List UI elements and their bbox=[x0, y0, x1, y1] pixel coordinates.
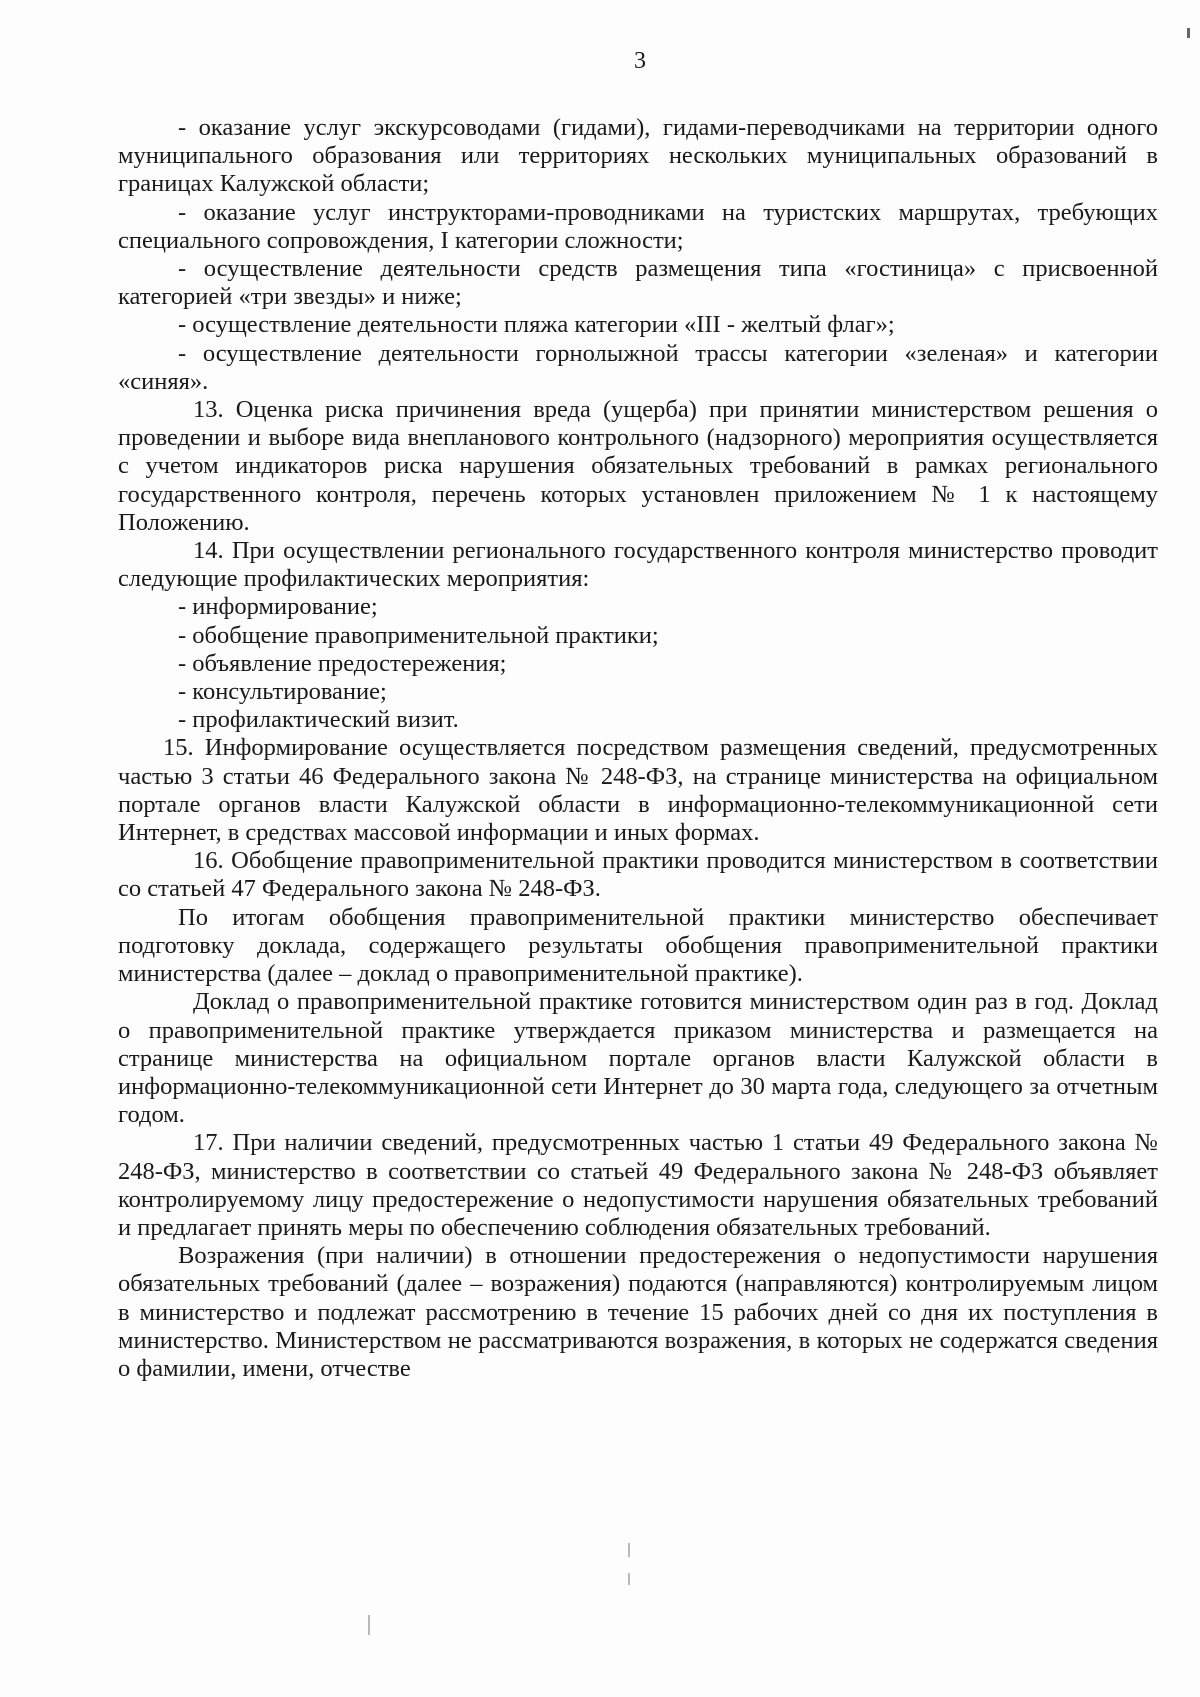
paragraph-clause-14: 14. При осуществлении регионального государственного контроля министерство проводит следующие профилактических мероприятия: bbox=[118, 537, 1158, 593]
paragraph-text: Возражения (при наличии) в отношении предостережения о недопустимости нарушения обязательных требований (далее – возражения) подаются (направляются) контролируемым лицом в министерство и подлежат рассмотрению в течение 15 рабочих дней со дня их поступления в министерство. Министерством не рассматриваются возражения, в которых не содержатся сведения о фамилии, имени, отчестве bbox=[118, 1242, 1158, 1382]
paragraph-list-item: - осуществление деятельности средств размещения типа «гостиница» с присвоенной категорией «три звезды» и ниже; bbox=[118, 255, 1158, 311]
scan-artifact bbox=[628, 1573, 630, 1585]
paragraph-list-item: - объявление предостережения; bbox=[178, 649, 507, 677]
paragraph-list-item: - осуществление деятельности горнолыжной трассы категории «зеленая» и категории «синяя». bbox=[118, 339, 1158, 395]
paragraph-list-item: - обобщение правоприменительной практики; bbox=[178, 621, 659, 649]
paragraph-list-item: - оказание услуг экскурсоводами (гидами), гидами-переводчиками на территории одного муниципального образования или территориях нескольких муниципальных образований в границах Калужской области; bbox=[118, 114, 1158, 198]
paragraph-list-item: - осуществление деятельности пляжа категории «III - желтый флаг»; bbox=[178, 311, 895, 339]
paragraph-clause-17: 17. При наличии сведений, предусмотренных частью 1 статьи 49 Федерального закона № 248-ФЗ, министерство в соответствии со статьей 49 Федерального закона № 248-ФЗ объявляет контролируемому лицу предостережение о недопустимости нарушения обязательных требований и предлагает принять меры по обеспечению соблюдения обязательных требований. bbox=[118, 1129, 1158, 1241]
paragraph-clause-13: 13. Оценка риска причинения вреда (ущерба) при принятии министерством решения о проведении и выборе вида внепланового контрольного (надзорного) мероприятия осуществляется с учетом индикаторов риска нарушения обязательных требований в рамках регионального государственного контроля, перечень которых установлен приложением № 1 к настоящему Положению. bbox=[118, 396, 1158, 536]
paragraph-list-item: - информирование; bbox=[178, 593, 378, 621]
scan-artifact bbox=[1187, 28, 1190, 38]
paragraph-list-item: - профилактический визит. bbox=[178, 706, 459, 734]
document-body bbox=[118, 114, 1158, 1383]
scan-artifact bbox=[628, 1543, 630, 1557]
paragraph-list-item: - оказание услуг инструкторами-проводниками на туристских маршрутах, требующих специального сопровождения, I категории сложности; bbox=[118, 198, 1158, 254]
paragraph-clause-15: 15. Информирование осуществляется посредством размещения сведений, предусмотренных частью 3 статьи 46 Федерального закона № 248-ФЗ, на странице министерства на официальном портале органов власти Калужской области в информационно-телекоммуникационной сети Интернет, в средствах массовой информации и иных формах. bbox=[118, 734, 1158, 847]
paragraph-clause-16: 16. Обобщение правоприменительной практики проводится министерством в соответствии со статьей 47 Федерального закона № 248-ФЗ. bbox=[118, 847, 1158, 903]
paragraph-text: По итогам обобщения правоприменительной практики министерство обеспечивает подготовку доклада, содержащего результаты обобщения правоприменительной практики министерства (далее – доклад о правоприменительной практике). bbox=[118, 903, 1158, 988]
paragraph-text: Доклад о правоприменительной практике готовится министерством один раз в год. Доклад о правоприменительной практике утверждается приказом министерства и размещается на странице министерства на официальном портале органов власти Калужской области в информационно-телекоммуникационной сети Интернет до 30 марта года, следующего за отчетным годом. bbox=[118, 988, 1158, 1129]
page-number: 3 bbox=[634, 48, 646, 74]
paragraph-list-item: - консультирование; bbox=[178, 678, 387, 706]
scan-artifact bbox=[368, 1615, 370, 1635]
